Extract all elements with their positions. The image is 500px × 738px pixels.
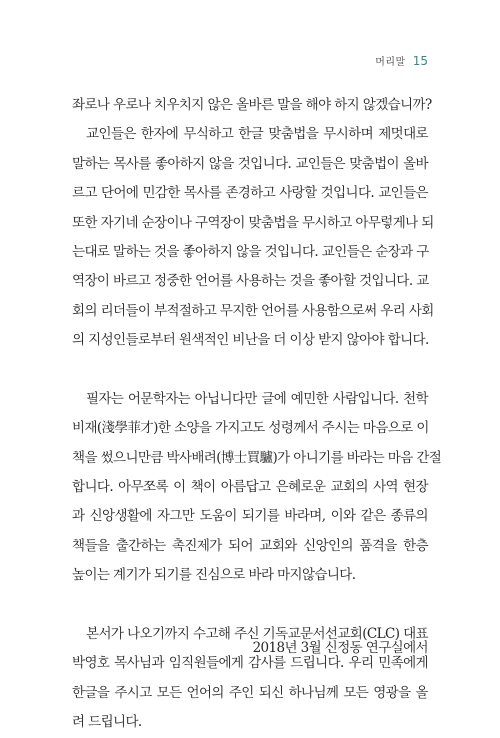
text-line: 높이는 계기가 되기를 진심으로 바라 마지않습니다. — [72, 567, 356, 584]
text-line: 박영호 목사님과 임직원들에게 감사를 드립니다. 우리 민족에게 — [72, 655, 428, 672]
paragraph-gap — [72, 591, 428, 620]
text-line: 회의 리더들이 부적절하고 무지한 언어를 사용함으로써 우리 사회 — [72, 302, 434, 319]
text-line: 역장이 바르고 정중한 언어를 사용하는 것을 좋아할 것입니다. 교 — [72, 273, 429, 290]
running-head-title: 머리말 — [375, 57, 406, 68]
paragraph — [72, 385, 442, 591]
text-line: 비재(淺學菲才)한 소양을 가지고도 성령께서 주시는 마음으로 이 — [72, 420, 429, 437]
text-line: 좌로나 우로나 치우치지 않은 올바른 말을 해야 하지 않겠습니까? — [72, 97, 432, 113]
text-line: 려 드립니다. — [72, 714, 142, 731]
text-line: 말하는 목사를 좋아하지 않을 것입니다. 교인들은 맞춤법이 올바 — [72, 155, 428, 172]
text-line: 과 신앙생활에 자그만 도움이 되기를 바라며, 이와 같은 종류의 — [72, 508, 428, 525]
running-head — [375, 53, 428, 68]
text-line: 책을 썼으니만큼 박사배려(博士買驢)가 아니기를 바라는 마음 간절 — [72, 449, 442, 466]
text-line: 르고 단어에 민감한 목사를 존경하고 사랑할 것입니다. 교인들은 — [72, 185, 428, 202]
text-line: 의 지성인들로부터 원색적인 비난을 더 이상 받지 않아야 합니다. — [72, 332, 429, 349]
text-line: 는대로 말하는 것을 좋아하지 않을 것입니다. 교인들은 순장과 구 — [72, 243, 429, 260]
text-line: 책들을 출간하는 촉진제가 되어 교회와 신앙인의 품격을 한층 — [72, 537, 428, 554]
text-line: 합니다. 아무쪼록 이 책이 아름답고 은혜로운 교회의 사역 현장 — [72, 479, 428, 496]
text-line: 교인들은 한자에 무식하고 한글 맞춤법을 무시하며 제멋대로 — [86, 126, 428, 143]
page-number: 15 — [412, 54, 428, 68]
signature-line: 2018년 3월 신정동 연구실에서 — [252, 640, 428, 656]
text-line: 한글을 주시고 모든 언어의 주인 되신 하나님께 모든 영광을 올 — [72, 684, 428, 701]
text-line: 필자는 어문학자는 아닙니다만 글에 예민한 사람입니다. 천학 — [86, 390, 428, 407]
text-line: 또한 자기네 순장이나 구역장이 맞춤법을 무시하고 아무렇게나 되 — [72, 214, 434, 231]
paragraph — [72, 91, 434, 356]
paragraph-gap — [72, 356, 428, 385]
text-line: 본서가 나오기까지 수고해 주신 기독교문서선교회(CLC) 대표 — [86, 626, 428, 643]
